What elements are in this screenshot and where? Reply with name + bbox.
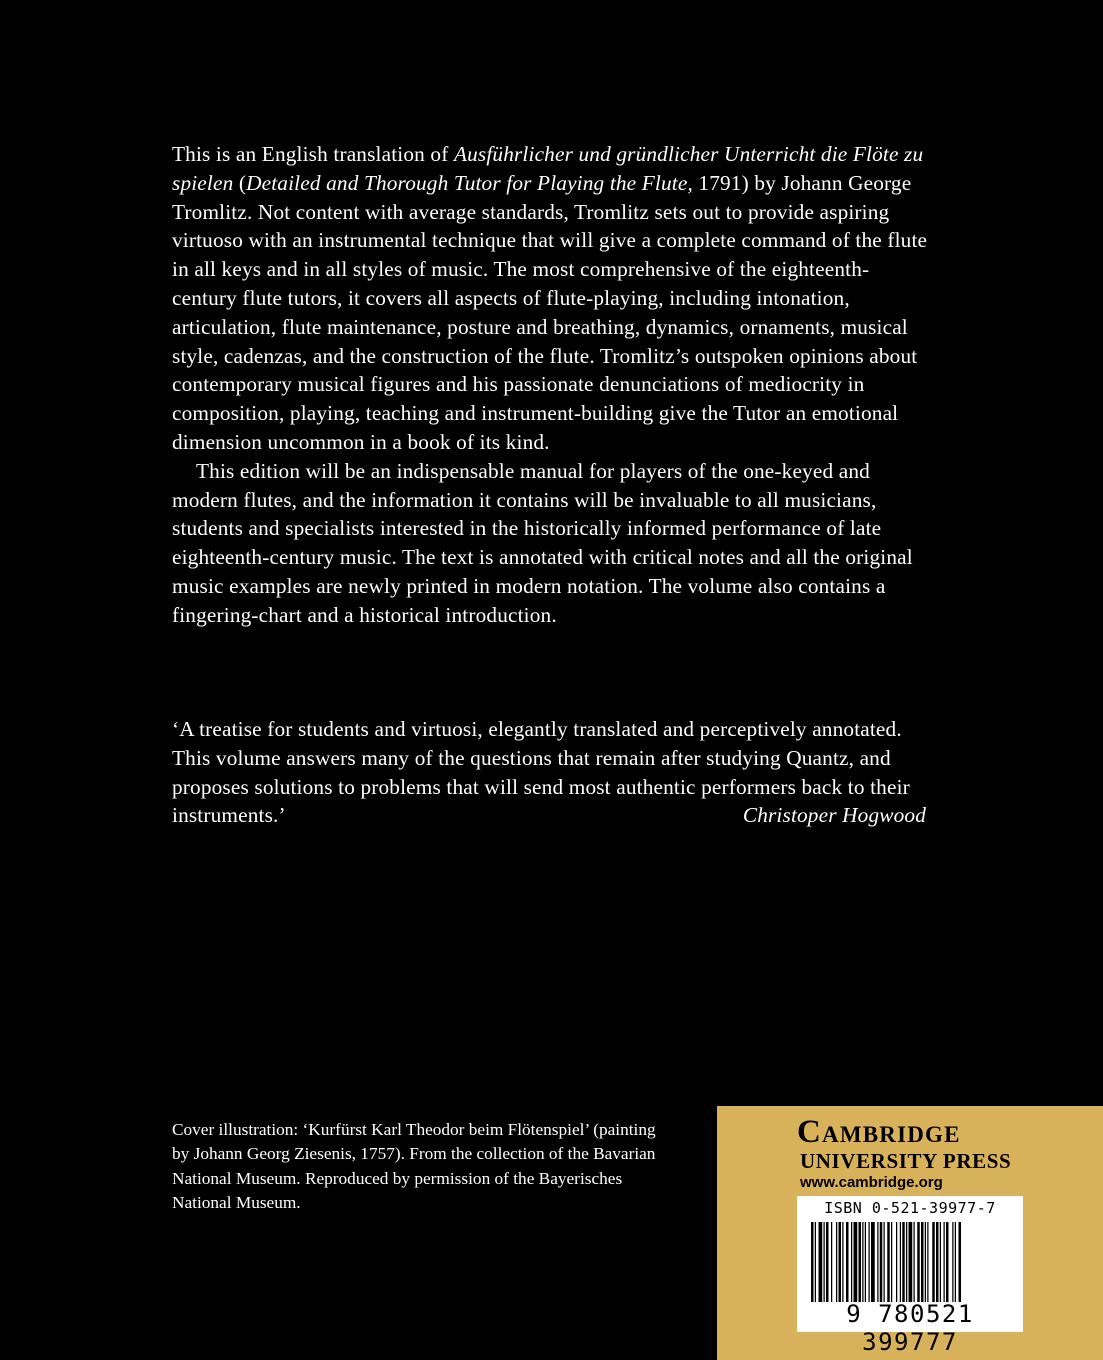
review-quote (172, 715, 932, 830)
blurb (172, 140, 932, 630)
isbn-text: ISBN 0-521-39977-7 (824, 1199, 996, 1217)
blurb-p1-intro: This is an English translation of (172, 142, 454, 166)
english-title: Detailed and Thorough Tutor for Playing the Flute, (246, 170, 693, 195)
blurb-paragraph-1 (172, 140, 932, 457)
quote-attribution: Christoper Hogwood (742, 803, 926, 828)
german-title: Ausführlicher und gründlicher Unterricht die Flöte zu spielen (172, 142, 924, 195)
blurb-p1-rest: 1791) by Johann George Tromlitz. Not content with average standards, Tromlitz sets out to provide aspiring virtuoso with an instrumental technique that will give a complete command of the flute in all keys and in all styles of music. The most comprehensive of the eighteenth-century flute tutors, it covers all aspects of flute-playing, including intonation, articulation, flute maintenance, posture and breathing, dynamics, ornaments, musical style, cadenzas, and the construction of the flute. Tromlitz’s outspoken opinions about contemporary musical figures and his passionate denunciations of mediocrity in composition, playing, teaching and instrument-building give the Tutor an emotional dimension uncommon in a book of its kind. (172, 170, 928, 454)
barcode-box (797, 1196, 1023, 1356)
quote-text: ‘A treatise for students and virtuosi, elegantly translated and perceptively annotated. This volume answers many of the questions that remain after studying Quantz, and proposes solutions to problems that will send most authentic performers back to their instruments.’ (172, 717, 910, 828)
blurb-p1-paren: ( (233, 170, 247, 195)
publisher-name: Cambridge (797, 1114, 961, 1150)
ean-number: 9 780521 399777 (846, 1300, 974, 1356)
publisher-url: www.cambridge.org (800, 1174, 943, 1191)
publisher-panel (717, 1106, 1103, 1360)
cover-illustration-credit: Cover illustration: ‘Kurfürst Karl Theodor beim Flötenspiel’ (painting by Johann Georg Ziesenis, 1757). From the collection of the Bavarian National Museum. Reproduced by permission of the Bayerisches National Museum. (172, 1120, 656, 1213)
blurb-paragraph-2: This edition will be an indispensable manual for players of the one-keyed and modern flutes, and the information it contains will be invaluable to all musicians, students and specialists interested in the historically informed performance of late eighteenth-century music. The text is annotated with critical notes and all the original music examples are newly printed in modern notation. The volume also contains a fingering-chart and a historical introduction. (172, 458, 913, 627)
publisher-subtitle: UNIVERSITY PRESS (800, 1149, 1012, 1173)
barcode-icon (811, 1222, 1009, 1302)
